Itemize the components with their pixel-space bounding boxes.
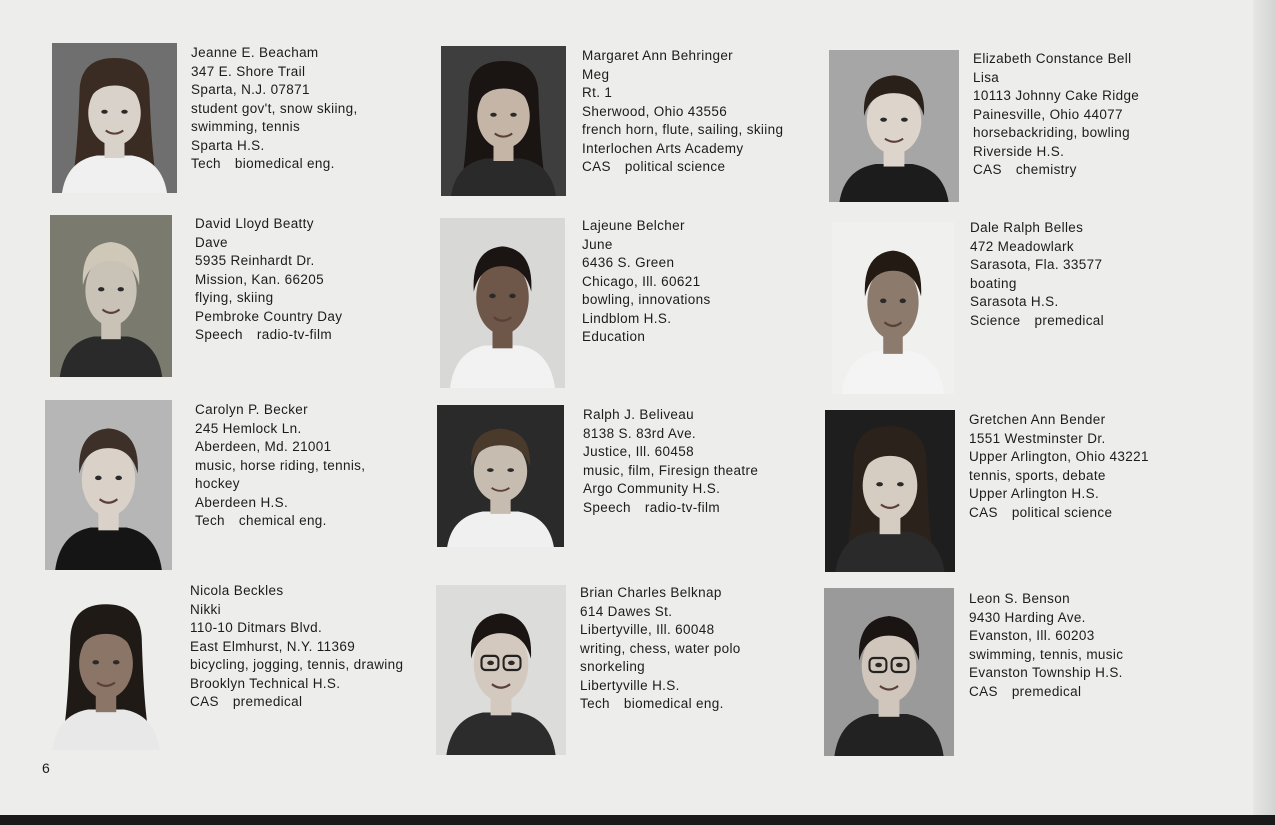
student-detail-line: Sherwood, Ohio 43556 [582, 103, 728, 119]
student-name: Brian Charles Belknap [580, 585, 722, 600]
student-details [582, 217, 711, 347]
college: CAS [973, 162, 1002, 177]
college-major-line [969, 504, 1149, 523]
major: chemistry [1015, 162, 1077, 177]
college-major-line [582, 328, 711, 347]
student-name: Ralph J. Beliveau [583, 407, 695, 422]
student-photo [824, 588, 954, 756]
student-detail-line: Argo Community H.S. [583, 481, 721, 496]
student-detail-line: horsebackriding, bowling [973, 125, 1130, 140]
student-detail-line: Chicago, Ill. 60621 [582, 273, 701, 289]
college: CAS [969, 504, 998, 520]
student-name: Nicola Beckles [190, 583, 284, 598]
student-photo [437, 405, 564, 547]
student-detail-line: swimming, tennis, music [969, 646, 1124, 662]
student-detail-line: 1551 Westminster Dr. [969, 430, 1106, 446]
student-name: Lajeune Belcher [582, 218, 685, 233]
college-major-line [195, 512, 365, 531]
major: chemical eng. [238, 513, 327, 528]
student-detail-line: 347 E. Shore Trail [191, 63, 306, 79]
student-name: David Lloyd Beatty [195, 216, 314, 231]
student-detail-line: Painesville, Ohio 44077 [973, 106, 1123, 122]
student-detail-line: 6436 S. Green [582, 255, 675, 270]
student-detail-line: Sarasota, Fla. 33577 [970, 257, 1103, 272]
student-detail-line: Riverside H.S. [973, 143, 1065, 159]
student-detail-line: 5935 Reinhardt Dr. [195, 253, 315, 268]
college: Speech [195, 327, 243, 342]
college-major-line [583, 499, 758, 518]
student-detail-line: snorkeling [580, 659, 646, 674]
student-detail-line: East Elmhurst, N.Y. 11369 [190, 638, 356, 654]
student-details [195, 215, 342, 345]
student-detail-line: Meg [582, 66, 610, 82]
student-photo [42, 588, 170, 750]
student-detail-line: 472 Meadowlark [970, 238, 1074, 254]
student-detail-line: french horn, flute, sailing, skiing [582, 122, 784, 137]
college: Tech [191, 156, 221, 171]
portrait-figure [440, 218, 565, 388]
student-detail-line: Brooklyn Technical H.S. [190, 675, 341, 691]
student-details [970, 219, 1104, 330]
student-detail-line: Sparta H.S. [191, 137, 265, 153]
student-detail-line: Evanston Township H.S. [969, 665, 1123, 680]
student-details [969, 411, 1149, 522]
portrait-figure [829, 50, 959, 202]
major: radio-tv-film [256, 327, 332, 342]
student-details [580, 584, 741, 714]
student-detail-line: Aberdeen H.S. [195, 494, 289, 510]
student-name: Leon S. Benson [969, 591, 1070, 606]
student-name: Carolyn P. Becker [195, 402, 309, 417]
student-details [191, 44, 358, 174]
student-name: Gretchen Ann Bender [969, 412, 1106, 427]
student-detail-line: student gov't, snow skiing, [191, 100, 358, 116]
student-detail-line: Dave [195, 234, 228, 250]
college-major-line [969, 683, 1123, 702]
portrait-figure [50, 215, 172, 377]
student-detail-line: flying, skiing [195, 290, 274, 305]
major: political science [1011, 504, 1113, 520]
student-detail-line: swimming, tennis [191, 119, 301, 134]
portrait-figure [824, 588, 954, 756]
student-photo [52, 43, 177, 193]
student-photo [440, 218, 565, 388]
major: biomedical eng. [234, 156, 335, 171]
student-details [195, 401, 365, 531]
student-detail-line: music, horse riding, tennis, [195, 457, 366, 473]
student-photo [832, 222, 954, 394]
college-major-line [973, 161, 1139, 180]
student-detail-line: bicycling, jogging, tennis, drawing [190, 657, 404, 672]
student-detail-line: Pembroke Country Day [195, 308, 343, 324]
student-detail-line: 245 Hemlock Ln. [195, 420, 302, 436]
student-detail-line: 10113 Johnny Cake Ridge [973, 88, 1140, 103]
portrait-figure [832, 222, 954, 394]
student-photo [825, 410, 955, 572]
student-detail-line: Libertyville H.S. [580, 677, 680, 693]
student-detail-line: tennis, sports, debate [969, 467, 1106, 483]
student-detail-line: 614 Dawes St. [580, 603, 673, 619]
college: Speech [583, 499, 631, 515]
student-detail-line: boating [970, 275, 1017, 291]
student-detail-line: Justice, Ill. 60458 [583, 444, 694, 459]
college: Science [970, 312, 1021, 328]
student-detail-line: music, film, Firesign theatre [583, 462, 759, 478]
student-detail-line: 110-10 Ditmars Blvd. [190, 620, 323, 635]
student-details [973, 50, 1139, 180]
portrait-figure [45, 400, 172, 570]
student-detail-line: writing, chess, water polo [580, 640, 741, 656]
college-major-line [970, 312, 1104, 331]
college: Education [582, 329, 646, 344]
student-detail-line: 8138 S. 83rd Ave. [583, 425, 697, 441]
student-detail-line: Evanston, Ill. 60203 [969, 628, 1095, 643]
major: premedical [232, 694, 303, 709]
student-photo [829, 50, 959, 202]
student-details [969, 590, 1123, 701]
student-name: Jeanne E. Beacham [191, 45, 319, 60]
student-detail-line: Rt. 1 [582, 85, 613, 100]
major: radio-tv-film [644, 499, 720, 515]
student-detail-line: 9430 Harding Ave. [969, 609, 1086, 625]
student-detail-line: Aberdeen, Md. 21001 [195, 439, 332, 454]
student-details [582, 47, 783, 177]
student-detail-line: Libertyville, Ill. 60048 [580, 622, 715, 637]
college: Tech [580, 696, 610, 711]
student-photo [45, 400, 172, 570]
student-name: Elizabeth Constance Bell [973, 51, 1132, 66]
portrait-figure [437, 405, 564, 547]
student-detail-line: Sarasota H.S. [970, 294, 1059, 309]
student-detail-line: hockey [195, 476, 240, 491]
student-photo [436, 585, 566, 755]
college: Tech [195, 513, 225, 528]
student-name: Margaret Ann Behringer [582, 48, 734, 63]
student-detail-line: bowling, innovations [582, 292, 711, 307]
page-number: 6 [42, 760, 50, 776]
student-photo [441, 46, 566, 196]
student-detail-line: June [582, 236, 613, 252]
portrait-figure [441, 46, 566, 196]
student-name: Dale Ralph Belles [970, 220, 1084, 235]
college-major-line [580, 695, 741, 714]
college: CAS [190, 694, 219, 709]
page-edge [1253, 0, 1275, 815]
student-detail-line: Interlochen Arts Academy [582, 140, 744, 156]
portrait-figure [825, 410, 955, 572]
student-details [190, 582, 403, 712]
student-detail-line: Upper Arlington H.S. [969, 486, 1100, 501]
college: CAS [969, 683, 998, 699]
student-photo [50, 215, 172, 377]
student-detail-line: Lisa [973, 69, 1000, 85]
student-details [583, 406, 758, 517]
college-major-line [195, 326, 342, 345]
major: premedical [1011, 683, 1082, 699]
major: premedical [1034, 312, 1105, 328]
student-detail-line: Lindblom H.S. [582, 310, 672, 326]
student-detail-line: Upper Arlington, Ohio 43221 [969, 449, 1149, 464]
student-detail-line: Mission, Kan. 66205 [195, 271, 324, 287]
college-major-line [190, 693, 403, 712]
portrait-figure [436, 585, 566, 755]
college-major-line [191, 155, 358, 174]
college-major-line [582, 158, 783, 177]
college: CAS [582, 159, 611, 174]
student-detail-line: Sparta, N.J. 07871 [191, 82, 310, 97]
student-detail-line: Nikki [190, 601, 221, 617]
major: political science [624, 159, 726, 174]
portrait-figure [52, 43, 177, 193]
major: biomedical eng. [623, 696, 724, 711]
portrait-figure [42, 588, 170, 750]
